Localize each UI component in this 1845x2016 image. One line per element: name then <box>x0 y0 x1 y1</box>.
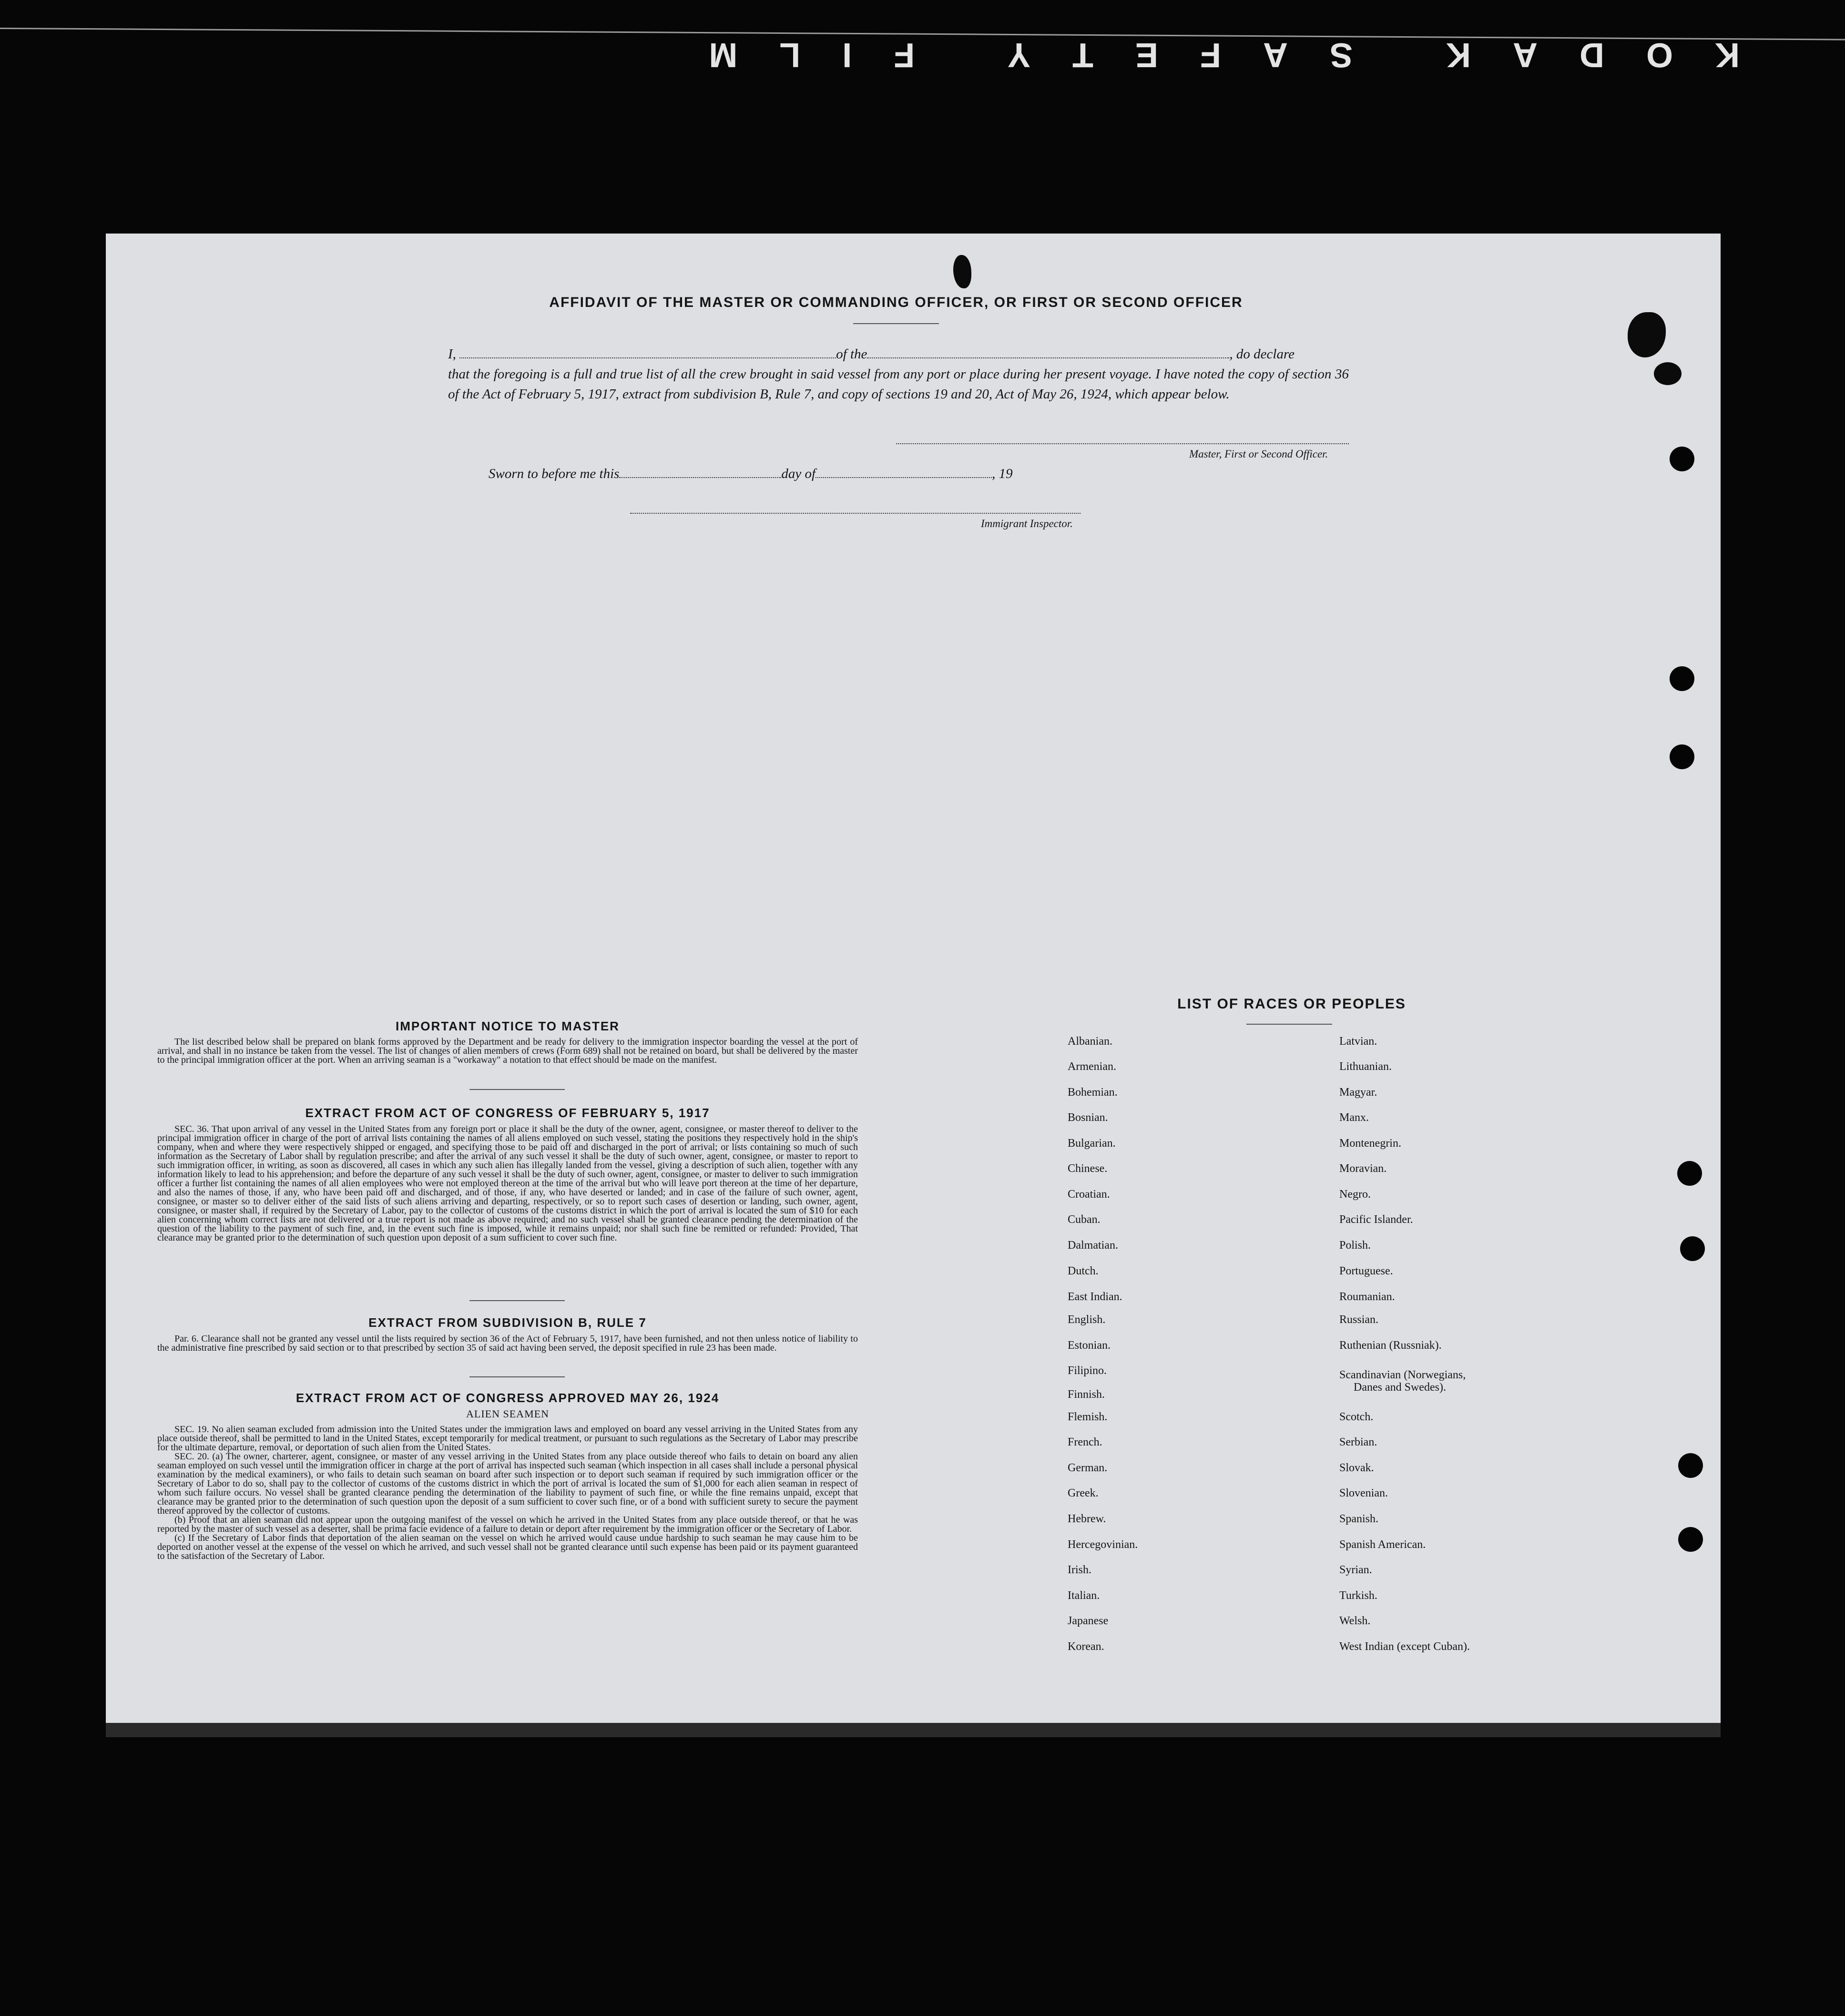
race-item: Greek. <box>1068 1487 1099 1499</box>
race-item: Portuguese. <box>1339 1265 1393 1277</box>
divider <box>469 1376 565 1377</box>
race-item: Hebrew. <box>1068 1513 1106 1525</box>
race-item: Welsh. <box>1339 1615 1371 1627</box>
race-item: Chinese. <box>1068 1162 1108 1175</box>
race-item: French. <box>1068 1436 1102 1448</box>
race-item: Russian. <box>1339 1313 1379 1326</box>
race-item: Flemish. <box>1068 1411 1108 1423</box>
punch-hole <box>1670 744 1694 769</box>
race-item: Pacific Islander. <box>1339 1213 1413 1226</box>
inspector-label: Immigrant Inspector. <box>981 518 1073 529</box>
film-edge-text: KODAK SAFETY FILM <box>667 36 1740 74</box>
extract-1924-subtitle: ALIEN SEAMEN <box>466 1408 549 1420</box>
race-item: Dalmatian. <box>1068 1239 1118 1252</box>
vessel-name-field <box>867 347 1229 358</box>
race-item: Japanese <box>1068 1615 1109 1627</box>
divider <box>469 1089 565 1090</box>
extract-1924-body <box>157 1425 858 1561</box>
race-item: Slovak. <box>1339 1462 1374 1474</box>
race-item: Spanish American. <box>1339 1538 1426 1551</box>
sworn-day-label: day of <box>781 466 816 481</box>
sec-20c: (c) If the Secretary of Labor finds that deportation of the alien seaman on the vessel on which he arrived would cause undue hardship to such seaman he may cause him to be deported on another vessel at the expense of the vessel on which he arrived, and such vessel shall not be granted clearance until such expense has been paid or its payment guaranteed to the satisfaction of the Secretary of Labor. <box>157 1533 858 1561</box>
divider <box>853 323 939 324</box>
film-edge <box>0 0 1845 81</box>
punch-hole <box>1670 666 1694 691</box>
race-item: German. <box>1068 1462 1108 1474</box>
extract-1924-title: EXTRACT FROM ACT OF CONGRESS APPROVED MAY 26, 1924 <box>296 1391 720 1405</box>
affidavit-of-label: of the <box>836 346 867 362</box>
sworn-day-field <box>619 467 781 478</box>
race-item: Ruthenian (Russniak). <box>1339 1339 1442 1352</box>
race-item: Croatian. <box>1068 1188 1110 1201</box>
race-item: Moravian. <box>1339 1162 1387 1175</box>
affidavit-line1-prefix: I, <box>448 346 456 362</box>
master-label: Master, First or Second Officer. <box>1189 448 1328 460</box>
affidavit-body: that the foregoing is a full and true list of all the crew brought in said vessel from any port or place during her present voyage. I have noted the copy of section 36 of the Act of February 5, 1917, extract from subdivision B, Rule 7, and copy of sections 19 and 20, Act of May 26, 1924, which appear below. <box>448 367 1349 402</box>
sworn-month-field <box>815 467 992 478</box>
race-item: Syrian. <box>1339 1564 1372 1576</box>
extract-1917-body: SEC. 36. That upon arrival of any vessel in the United States from any foreign port or place it shall be the duty of the owner, agent, consignee, or master thereof to deliver to the principal immigration officer in charge of the port of arrival lists containing the names of all aliens employed on such vessel, stating the positions they respectively hold in the ship's company, when and where they were respectively shipped or engaged, and specifying those to be paid off and discharged in the port of arrival; or lists containing so much of such information as the Secretary of Labor shall by regulation prescribe; and after the arrival of any such vessel it shall be the duty of such owner, agent, consignee, or master to report to such immigration officer, in writing, as soon as discovered, all cases in which any such alien has illegally landed from the vessel, giving a description of such alien, together with any information likely to lead to his apprehension; and before the departure of any such vessel it shall be the duty of such owner, agent, consignee, or master to deliver to such immigration officer a further list containing the names of all alien employees who were not employed thereon at the time of the arrival but who will leave port thereon at the time of her departure, and also the names of those, if any, who have been paid off and discharged, and of those, if any, who have deserted or landed; and in case of the failure of such owner, agent, consignee, or master so to deliver either of the said lists of such aliens arriving and departing, respectively, or so to report such cases of desertion or landing, such owner, agent, consignee, or master shall, if required by the Secretary of Labor, pay to the collector of customs of the customs district in which the port of arrival is located the sum of $10 for each alien concerning whom correct lists are not delivered or a true report is not made as above required; and no such vessel shall be granted clearance pending the determination of the question of the liability to the payment of such fine, and, in the event such fine is imposed, while it remains unpaid; nor shall such fine be remitted or refunded: Provided, That clearance may be granted prior to the determination of such question upon deposit of a sum sufficient to cover such fine. <box>157 1124 858 1243</box>
race-item: Bosnian. <box>1068 1111 1108 1124</box>
race-item: Negro. <box>1339 1188 1371 1201</box>
notice-title: IMPORTANT NOTICE TO MASTER <box>396 1019 620 1033</box>
race-item: Armenian. <box>1068 1060 1116 1073</box>
punch-hole <box>1670 447 1694 471</box>
race-item: Estonian. <box>1068 1339 1111 1352</box>
race-item: Spanish. <box>1339 1513 1379 1525</box>
sec-19: SEC. 19. No alien seaman excluded from admission into the United States under the immigration laws and employed on board any vessel arriving in the United States from any place outside thereof, shall be permitted to land in the United States, except temporarily for medical treatment, or pursuant to such regulations as the Secretary of Labor may prescribe for the ultimate departure, removal, or deportation of such alien from the United States. <box>157 1424 858 1453</box>
extract-1917-title: EXTRACT FROM ACT OF CONGRESS OF FEBRUARY 5, 1917 <box>305 1106 710 1120</box>
race-item: Finnish. <box>1068 1388 1105 1401</box>
affidavit-declare: , do declare <box>1229 346 1295 362</box>
race-item: Korean. <box>1068 1640 1104 1653</box>
race-item: Slovenian. <box>1339 1487 1388 1499</box>
race-item: Turkish. <box>1339 1589 1377 1602</box>
race-item: Lithuanian. <box>1339 1060 1392 1073</box>
master-signature-line <box>896 443 1349 444</box>
race-item: Bohemian. <box>1068 1086 1118 1099</box>
races-title: LIST OF RACES OR PEOPLES <box>1177 996 1406 1012</box>
race-item: Danes and Swedes). <box>1354 1381 1446 1394</box>
race-item: English. <box>1068 1313 1106 1326</box>
ink-blot-right-tail <box>1654 362 1682 385</box>
extract-rule7-body: Par. 6. Clearance shall not be granted any vessel until the lists required by section 36 of the Act of February 5, 1917, have been furnished, and not then unless notice of liability to the administrative fine prescribed by said section or to that prescribed by section 35 of said act having been served, the deposit specified in rule 23 has been made. <box>157 1334 858 1353</box>
sworn-prefix: Sworn to before me this <box>489 466 620 481</box>
race-item: Scotch. <box>1339 1411 1374 1423</box>
sheet-edge-shadow <box>106 1723 1721 1737</box>
race-item: Albanian. <box>1068 1035 1112 1048</box>
race-item: Polish. <box>1339 1239 1371 1252</box>
race-item: Latvian. <box>1339 1035 1377 1048</box>
sec-20b: (b) Proof that an alien seaman did not appear upon the outgoing manifest of the vessel on which he arrived in the United States from any place outside thereof, or that he was reported by the master of such vessel as a deserter, shall be prima facie evidence of a failure to detain or deport after requirement by the immigration officer or the Secretary of Labor. <box>157 1515 858 1534</box>
sworn-line <box>489 466 1013 482</box>
race-item: Manx. <box>1339 1111 1369 1124</box>
sec-20a: SEC. 20. (a) The owner, charterer, agent, consignee, or master of any vessel arriving in the United States from any place outside thereof who fails to detain on board any alien seaman employed on such vessel until the immigration officer in charge at the port of arrival has inspected such seaman (which inspection in all cases shall include a personal physical examination by the medical examiners), or who fails to detain such seaman on board after such inspection or to deport such seaman if required by such immigration officer or the Secretary of Labor to do so, shall pay to the collector of customs of the customs district in which the port of arrival is located the sum of $1,000 for each alien seaman in respect of whom such failure occurs. No vessel shall be granted clearance pending the determination of the liability to payment of such fine, or while the fine remains unpaid, except that clearance may be granted prior to the determination of such question upon the deposit of a sum sufficient to cover such fine, or of a bond with sufficient surety to secure the payment thereof approved by the collector of customs. <box>157 1451 858 1516</box>
affidavit-title: AFFIDAVIT OF THE MASTER OR COMMANDING OFFICER, OR FIRST OR SECOND OFFICER <box>549 295 1243 310</box>
race-item: Cuban. <box>1068 1213 1101 1226</box>
race-item: Hercegovinian. <box>1068 1538 1138 1551</box>
race-item: West Indian (except Cuban). <box>1339 1640 1470 1653</box>
divider <box>1246 1024 1332 1025</box>
extract-rule7-title: EXTRACT FROM SUBDIVISION B, RULE 7 <box>368 1315 647 1330</box>
notice-body: The list described below shall be prepared on blank forms approved by the Department and be ready for delivery to the immigration inspector boarding the vessel at the port of arrival, and shall in no instance be taken from the vessel. The list of changes of alien members of crews (Form 689) shall not be retained on board, but shall be delivered by the master to the principal immigration officer at the port. When an arriving seaman is a "workaway" a notation to that effect should be made on the manifest. <box>157 1037 858 1065</box>
race-item: Filipino. <box>1068 1364 1107 1377</box>
race-item: Scandinavian (Norwegians, <box>1339 1369 1466 1381</box>
affidavit-text <box>448 344 1349 404</box>
punch-hole <box>1678 1527 1703 1552</box>
inspector-signature-line <box>630 513 1080 514</box>
race-item: Irish. <box>1068 1564 1091 1576</box>
race-item: Montenegrin. <box>1339 1137 1401 1150</box>
divider <box>469 1300 565 1301</box>
punch-hole <box>1680 1236 1705 1261</box>
race-item: Magyar. <box>1339 1086 1377 1099</box>
punch-hole <box>1678 1453 1703 1478</box>
race-item: Bulgarian. <box>1068 1137 1116 1150</box>
race-item: Roumanian. <box>1339 1291 1395 1303</box>
race-item: East Indian. <box>1068 1291 1122 1303</box>
master-name-field <box>459 347 836 358</box>
punch-hole <box>1677 1161 1702 1186</box>
race-item: Serbian. <box>1339 1436 1377 1448</box>
race-item: Dutch. <box>1068 1265 1099 1277</box>
sworn-year-label: , 19 <box>992 466 1013 481</box>
race-item: Italian. <box>1068 1589 1100 1602</box>
